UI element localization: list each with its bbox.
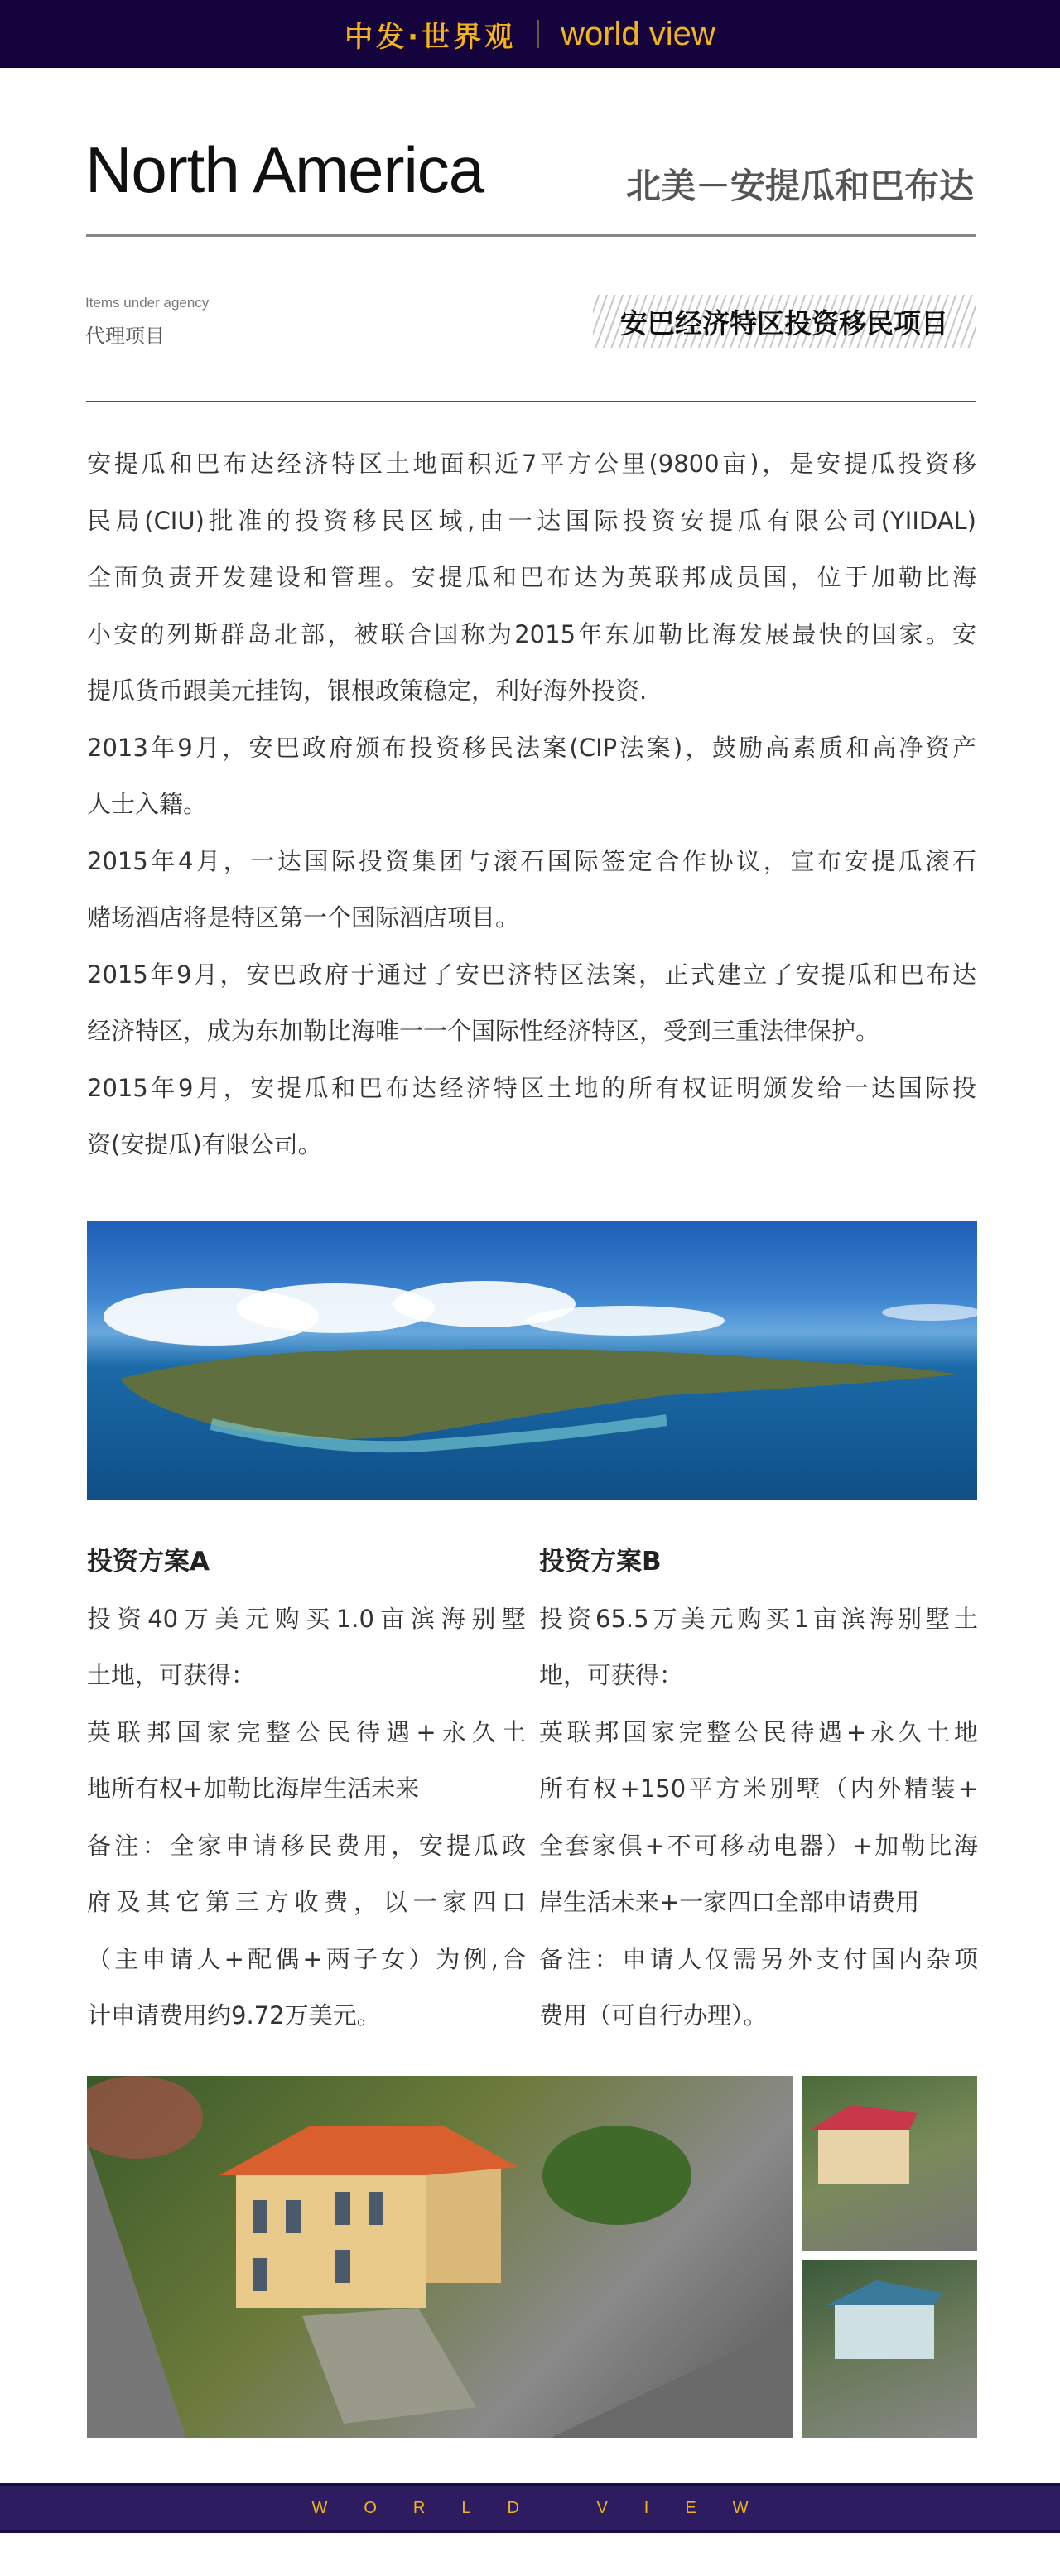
footer-banner: [0, 2483, 1060, 2533]
text-line: 费用（可自行办理）。: [539, 2001, 768, 2030]
text-line: 所有权+150平方米别墅（内外精装+: [539, 1774, 978, 1803]
text-line: 2015年9月，安巴政府于通过了安巴济特区法案，正式建立了安提瓜和巴布达: [87, 960, 976, 989]
text-line: 地，可获得：: [539, 1661, 684, 1689]
brand-en: world view: [561, 15, 716, 52]
plan-b-title: 投资方案B: [539, 1547, 662, 1577]
intro-paragraphs: [87, 436, 976, 1173]
text-line: 全套家俱+不可移动电器）+加勒比海: [539, 1831, 978, 1860]
project-title: 安巴经济特区投资移民项目: [620, 306, 948, 339]
text-line: 府及其它第三方收费，以一家四口: [87, 1888, 526, 1916]
text-line: 安提瓜和巴布达经济特区土地面积近7平方公里(9800亩)，是安提瓜投资移: [87, 450, 976, 478]
text-line: 民局(CIU)批准的投资移民区域,由一达国际投资安提瓜有限公司(YIIDAL): [87, 506, 976, 535]
text-line: 计申请费用约9.72万美元。: [87, 2001, 381, 2030]
text-line: 提瓜货币跟美元挂钩，银根政策稳定，利好海外投资.: [87, 677, 648, 705]
footer-text: WORLD VIEW: [311, 2498, 785, 2517]
brand-divider: [537, 20, 539, 48]
text-line: 投资65.5万美元购买1亩滨海别墅土: [539, 1604, 978, 1633]
island-aerial-photo: [87, 1221, 977, 1500]
text-line: 2013年9月，安巴政府颁布投资移民法案(CIP法案)，鼓励高素质和高净资产: [87, 733, 976, 762]
text-line: 土地，可获得：: [87, 1661, 256, 1689]
text-line: 投资40万美元购买1.0亩滨海别墅: [87, 1604, 526, 1633]
text-line: 英联邦国家完整公民待遇+永久土: [87, 1717, 526, 1746]
text-line: 备注：全家申请移民费用，安提瓜政: [87, 1831, 526, 1860]
plan-a-title: 投资方案A: [87, 1547, 210, 1577]
plan-a: [87, 1534, 526, 2044]
text-line: 资(安提瓜)有限公司。: [87, 1130, 322, 1158]
project-title-badge: [593, 295, 976, 348]
page-title-en: North America: [85, 133, 484, 206]
text-line: 全面负责开发建设和管理。安提瓜和巴布达为英联邦成员国，位于加勒比海: [87, 563, 976, 591]
plan-b: [539, 1534, 978, 2044]
text-line: 地所有权+加勒比海岸生活未来: [87, 1774, 420, 1803]
divider: [86, 401, 976, 402]
text-line: 小安的列斯群岛北部，被联合国称为2015年东加勒比海发展最快的国家。安: [87, 619, 976, 648]
top-banner: [0, 0, 1060, 68]
villa-rendering-photo: [87, 2076, 793, 2438]
text-line: 2015年9月，安提瓜和巴布达经济特区土地的所有权证明颁发给一达国际投: [87, 1073, 976, 1102]
text-line: 岸生活未来+一家四口全部申请费用: [539, 1888, 920, 1916]
text-line: 备注：申请人仅需另外支付国内杂项: [539, 1944, 978, 1973]
agency-label-cn: 代理项目: [85, 325, 165, 348]
text-line: 经济特区，成为东加勒比海唯一一个国际性经济特区，受到三重法律保护。: [87, 1017, 880, 1045]
text-line: 人士入籍。: [87, 790, 208, 818]
text-line: （主申请人+配偶+两子女）为例,合: [87, 1944, 526, 1973]
villa-thumbnail-blue-roof: [802, 2260, 977, 2438]
text-line: 英联邦国家完整公民待遇+永久土地: [539, 1717, 978, 1746]
page-title-cn: 北美－安提瓜和巴布达: [625, 166, 974, 206]
text-line: 2015年4月，一达国际投资集团与滚石国际签定合作协议，宣布安提瓜滚石: [87, 846, 976, 875]
villa-thumbnail-red-roof: [802, 2076, 977, 2251]
brand-cn: 中发·世界观: [344, 20, 517, 54]
agency-label-en: Items under agency: [85, 295, 210, 311]
text-line: 赌场酒店将是特区第一个国际酒店项目。: [87, 903, 520, 932]
divider: [86, 234, 976, 237]
